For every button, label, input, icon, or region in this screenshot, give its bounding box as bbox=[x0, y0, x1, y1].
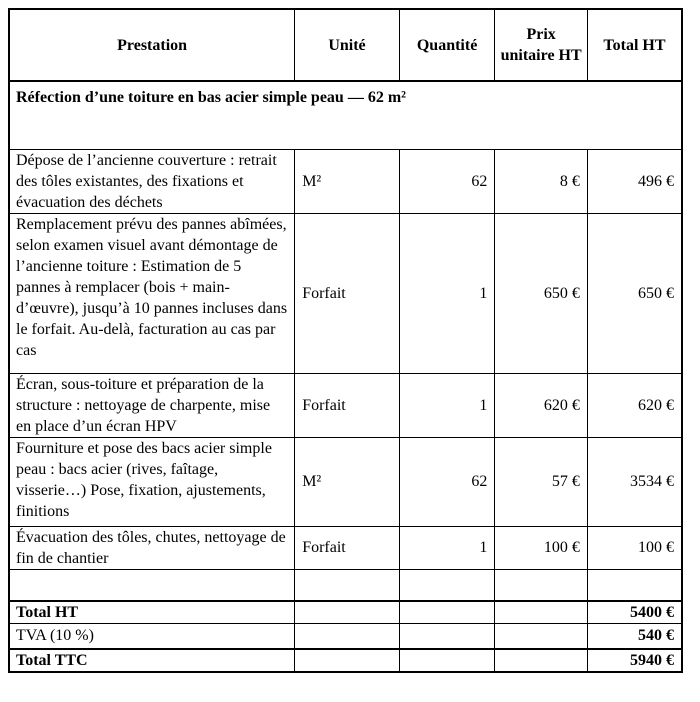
quote-table bbox=[8, 8, 683, 673]
table-row bbox=[9, 437, 682, 526]
total-cell: 650 € bbox=[587, 213, 682, 373]
prestation-cell: Dépose de l’ancienne couverture : retrait des tôles existantes, des fixations et évacuation des déchets bbox=[9, 149, 295, 213]
table-row bbox=[9, 526, 682, 569]
prestation-cell: Écran, sous-toiture et préparation de la structure : nettoyage de charpente, mise en place d’un écran HPV bbox=[9, 373, 295, 437]
tva-row bbox=[9, 624, 682, 649]
empty-cell bbox=[399, 649, 495, 672]
col-header-quantite: Quantité bbox=[399, 9, 495, 81]
unite-cell: Forfait bbox=[295, 373, 400, 437]
prix-unitaire-cell: 100 € bbox=[495, 526, 588, 569]
prix-unitaire-cell: 8 € bbox=[495, 149, 588, 213]
quantite-cell: 62 bbox=[399, 149, 495, 213]
empty-cell bbox=[495, 624, 588, 649]
total-ht-value: 5400 € bbox=[587, 601, 682, 624]
total-ht-label: Total HT bbox=[9, 601, 295, 624]
total-ttc-label: Total TTC bbox=[9, 649, 295, 672]
total-ttc-row bbox=[9, 649, 682, 672]
tva-label: TVA (10 %) bbox=[9, 624, 295, 649]
total-cell: 620 € bbox=[587, 373, 682, 437]
unite-cell: Forfait bbox=[295, 213, 400, 373]
empty-cell bbox=[295, 601, 400, 624]
empty-cell bbox=[295, 649, 400, 672]
empty-cell bbox=[399, 601, 495, 624]
quantite-cell: 62 bbox=[399, 437, 495, 526]
tva-value: 540 € bbox=[587, 624, 682, 649]
total-cell: 100 € bbox=[587, 526, 682, 569]
quantite-cell: 1 bbox=[399, 213, 495, 373]
empty-cell bbox=[9, 569, 295, 601]
quantite-cell: 1 bbox=[399, 526, 495, 569]
empty-cell bbox=[495, 601, 588, 624]
prix-unitaire-cell: 620 € bbox=[495, 373, 588, 437]
total-ht-row bbox=[9, 601, 682, 624]
empty-cell bbox=[399, 624, 495, 649]
spacer-row bbox=[9, 569, 682, 601]
empty-cell bbox=[295, 569, 400, 601]
empty-cell bbox=[587, 569, 682, 601]
total-cell: 3534 € bbox=[587, 437, 682, 526]
total-ttc-value: 5940 € bbox=[587, 649, 682, 672]
col-header-prix-unitaire-ht: Prix unitaire HT bbox=[495, 9, 588, 81]
total-cell: 496 € bbox=[587, 149, 682, 213]
quantite-cell: 1 bbox=[399, 373, 495, 437]
unite-cell: M² bbox=[295, 149, 400, 213]
empty-cell bbox=[295, 624, 400, 649]
empty-cell bbox=[495, 569, 588, 601]
col-header-unite: Unité bbox=[295, 9, 400, 81]
section-row bbox=[9, 81, 682, 149]
table-row bbox=[9, 373, 682, 437]
prestation-cell: Fourniture et pose des bacs acier simple peau : bacs acier (rives, faîtage, visserie…) Pose, fixation, ajustements, finitions bbox=[9, 437, 295, 526]
prestation-cell: Remplacement prévu des pannes abîmées, selon examen visuel avant démontage de l’ancienne toiture : Estimation de 5 pannes à remplacer (bois + main-d’œuvre), jusqu’à 10 pannes incluses dans le forfait. Au-delà, facturation au cas par cas bbox=[9, 213, 295, 373]
table-row bbox=[9, 213, 682, 373]
section-title: Réfection d’une toiture en bas acier simple peau — 62 m² bbox=[9, 81, 682, 149]
col-header-total-ht: Total HT bbox=[587, 9, 682, 81]
unite-cell: Forfait bbox=[295, 526, 400, 569]
prix-unitaire-cell: 57 € bbox=[495, 437, 588, 526]
table-row bbox=[9, 149, 682, 213]
unite-cell: M² bbox=[295, 437, 400, 526]
empty-cell bbox=[399, 569, 495, 601]
prix-unitaire-cell: 650 € bbox=[495, 213, 588, 373]
header-row bbox=[9, 9, 682, 81]
prestation-cell: Évacuation des tôles, chutes, nettoyage de fin de chantier bbox=[9, 526, 295, 569]
col-header-prestation: Prestation bbox=[9, 9, 295, 81]
empty-cell bbox=[495, 649, 588, 672]
